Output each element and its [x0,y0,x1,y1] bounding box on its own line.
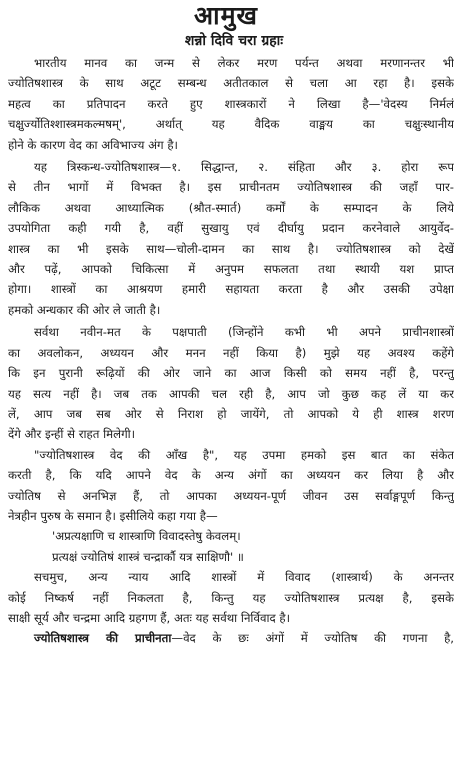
paragraph-4 [8,445,454,527]
page-subtitle: शन्नो दिवि चरा ग्रहाः [184,33,284,49]
page-title: आमुख [194,1,258,30]
text-line: भारतीय मानव का जन्म से लेकर मरण पर्यन्त अथवा मरणानन्तर भी [34,56,454,70]
text-line: होने के कारण वेद का अविभाज्य अंग है। [8,137,178,152]
text-line: हमको अन्धकार की ओर ले जाती है। [8,302,161,317]
text-line: यह त्रिस्कन्ध-ज्योतिषशास्त्र—१. सिद्धान्त, २. संहिता और ३. होरा रूप [34,160,454,175]
text-line: कि इन पुरानी रूढ़ियों की ओर जाने का आज किसी को समय नहीं है, परन्तु [8,366,454,381]
verse-line: 'अप्रत्यक्षाणि च शास्त्राणि विवादस्तेषु केवलम्। [52,529,241,544]
text-line: का अवलोकन, अध्ययन और मनन नहीं किया है) मुझे यह अवश्य कहेंगे [8,345,454,360]
text-line: सचमुच, अन्य न्याय आदि शास्त्रों में विवाद (शास्त्रार्थ) के अनन्तर [34,570,454,585]
text-line: ज्योतिष से अनभिज्ञ हैं, तो आपका अध्ययन-पूर्ण जीवन उस सर्वाङ्गपूर्ण किन्तु [8,488,454,503]
text-line: नेत्रहीन पुरुष के समान है। इसीलिये कहा गया है— [8,508,218,523]
section-heading: ज्योतिषशास्त्र की प्राचीनता [34,631,172,646]
text-line: कोई निष्कर्ष नहीं निकलता है, किन्तु यह ज्योतिषशास्त्र प्रत्यक्ष है, इसके [8,590,454,605]
text-line: होगा। शास्त्रों का आश्रयण हमारी सहायता करता है और उसकी उपेक्षा [8,282,454,297]
text-line: लौकिक अथवा आध्यात्मिक (श्रौत-स्मार्त) कर्मों के सम्पादन के लिये [8,200,454,215]
text-line [8,628,454,648]
text-line: सर्वथा नवीन-मत के पक्षपाती (जिन्होंने कभी भी अपने प्राचीनशास्त्रों [34,325,454,340]
text-line: से तीन भागों में विभक्त है। इस प्राचीनतम ज्योतिषशास्त्र की जहाँ पार- [8,180,454,195]
paragraph-3 [8,322,454,444]
text-line: करती है, कि यदि आपने वेद के अन्य अंगों का अध्ययन कर लिया है और [8,468,454,483]
text-line: उपयोगिता कही गयी है, वहीं सुखायु एवं दीर्घायु प्रदान करनेवाले आयुर्वेद- [8,221,454,236]
paragraph-6 [8,628,454,648]
text-line: लें, आप जब सब ओर से निराश हो जायेंगे, तो आपको ये ही शास्त्र शरण [8,406,454,421]
text-line: शास्त्र का भी इसके साथ—चोली-दामन का साथ है। ज्योतिषशास्त्र को देखें [8,241,454,256]
text-line: साक्षी सूर्य और चन्द्रमा आदि ग्रहगण हैं, अतः यह सर्वथा निर्विवाद है। [8,610,291,625]
paragraph-5 [8,567,454,628]
paragraph-2 [8,157,454,320]
text-line: और पढ़ें, आपको चिकित्सा में अनुपम सफलता तथा स्थायी यश प्राप्त [8,262,454,277]
text-line: यह सत्य नहीं है। जब तक आपकी चल रही है, आप जो कुछ कह लें या कर [8,386,454,401]
text-line: "ज्योतिषशास्त्र वेद की आँख है", यह उपमा हमको इस बात का संकेत [34,447,454,462]
text-fragment: —वेद के छः अंगों में ज्योतिष की गणना है, [171,631,454,646]
paragraph-1 [8,53,454,155]
text-line: ज्योतिषशास्त्र के साथ अटूट सम्बन्ध अतीतकाल से चला आ रहा है। इसके [8,76,454,91]
text-line: देंगे और इन्हीं से राहत मिलेगी। [8,427,136,442]
text-line: महत्व का प्रतिपादन करते हुए शास्त्रकारों ने लिखा है—'वेदस्य निर्मलं [8,96,454,111]
verse-line: प्रत्यक्षं ज्योतिषं शास्त्रं चन्द्रार्कौ यत्र साक्षिणौ' ॥ [52,549,244,564]
text-line: चक्षुर्ज्योतिश्शास्त्रमकल्मषम्', अर्थात् यह वैदिक वाङ्मय का चक्षुःस्थानीय [8,117,454,132]
sanskrit-verse [8,526,454,567]
